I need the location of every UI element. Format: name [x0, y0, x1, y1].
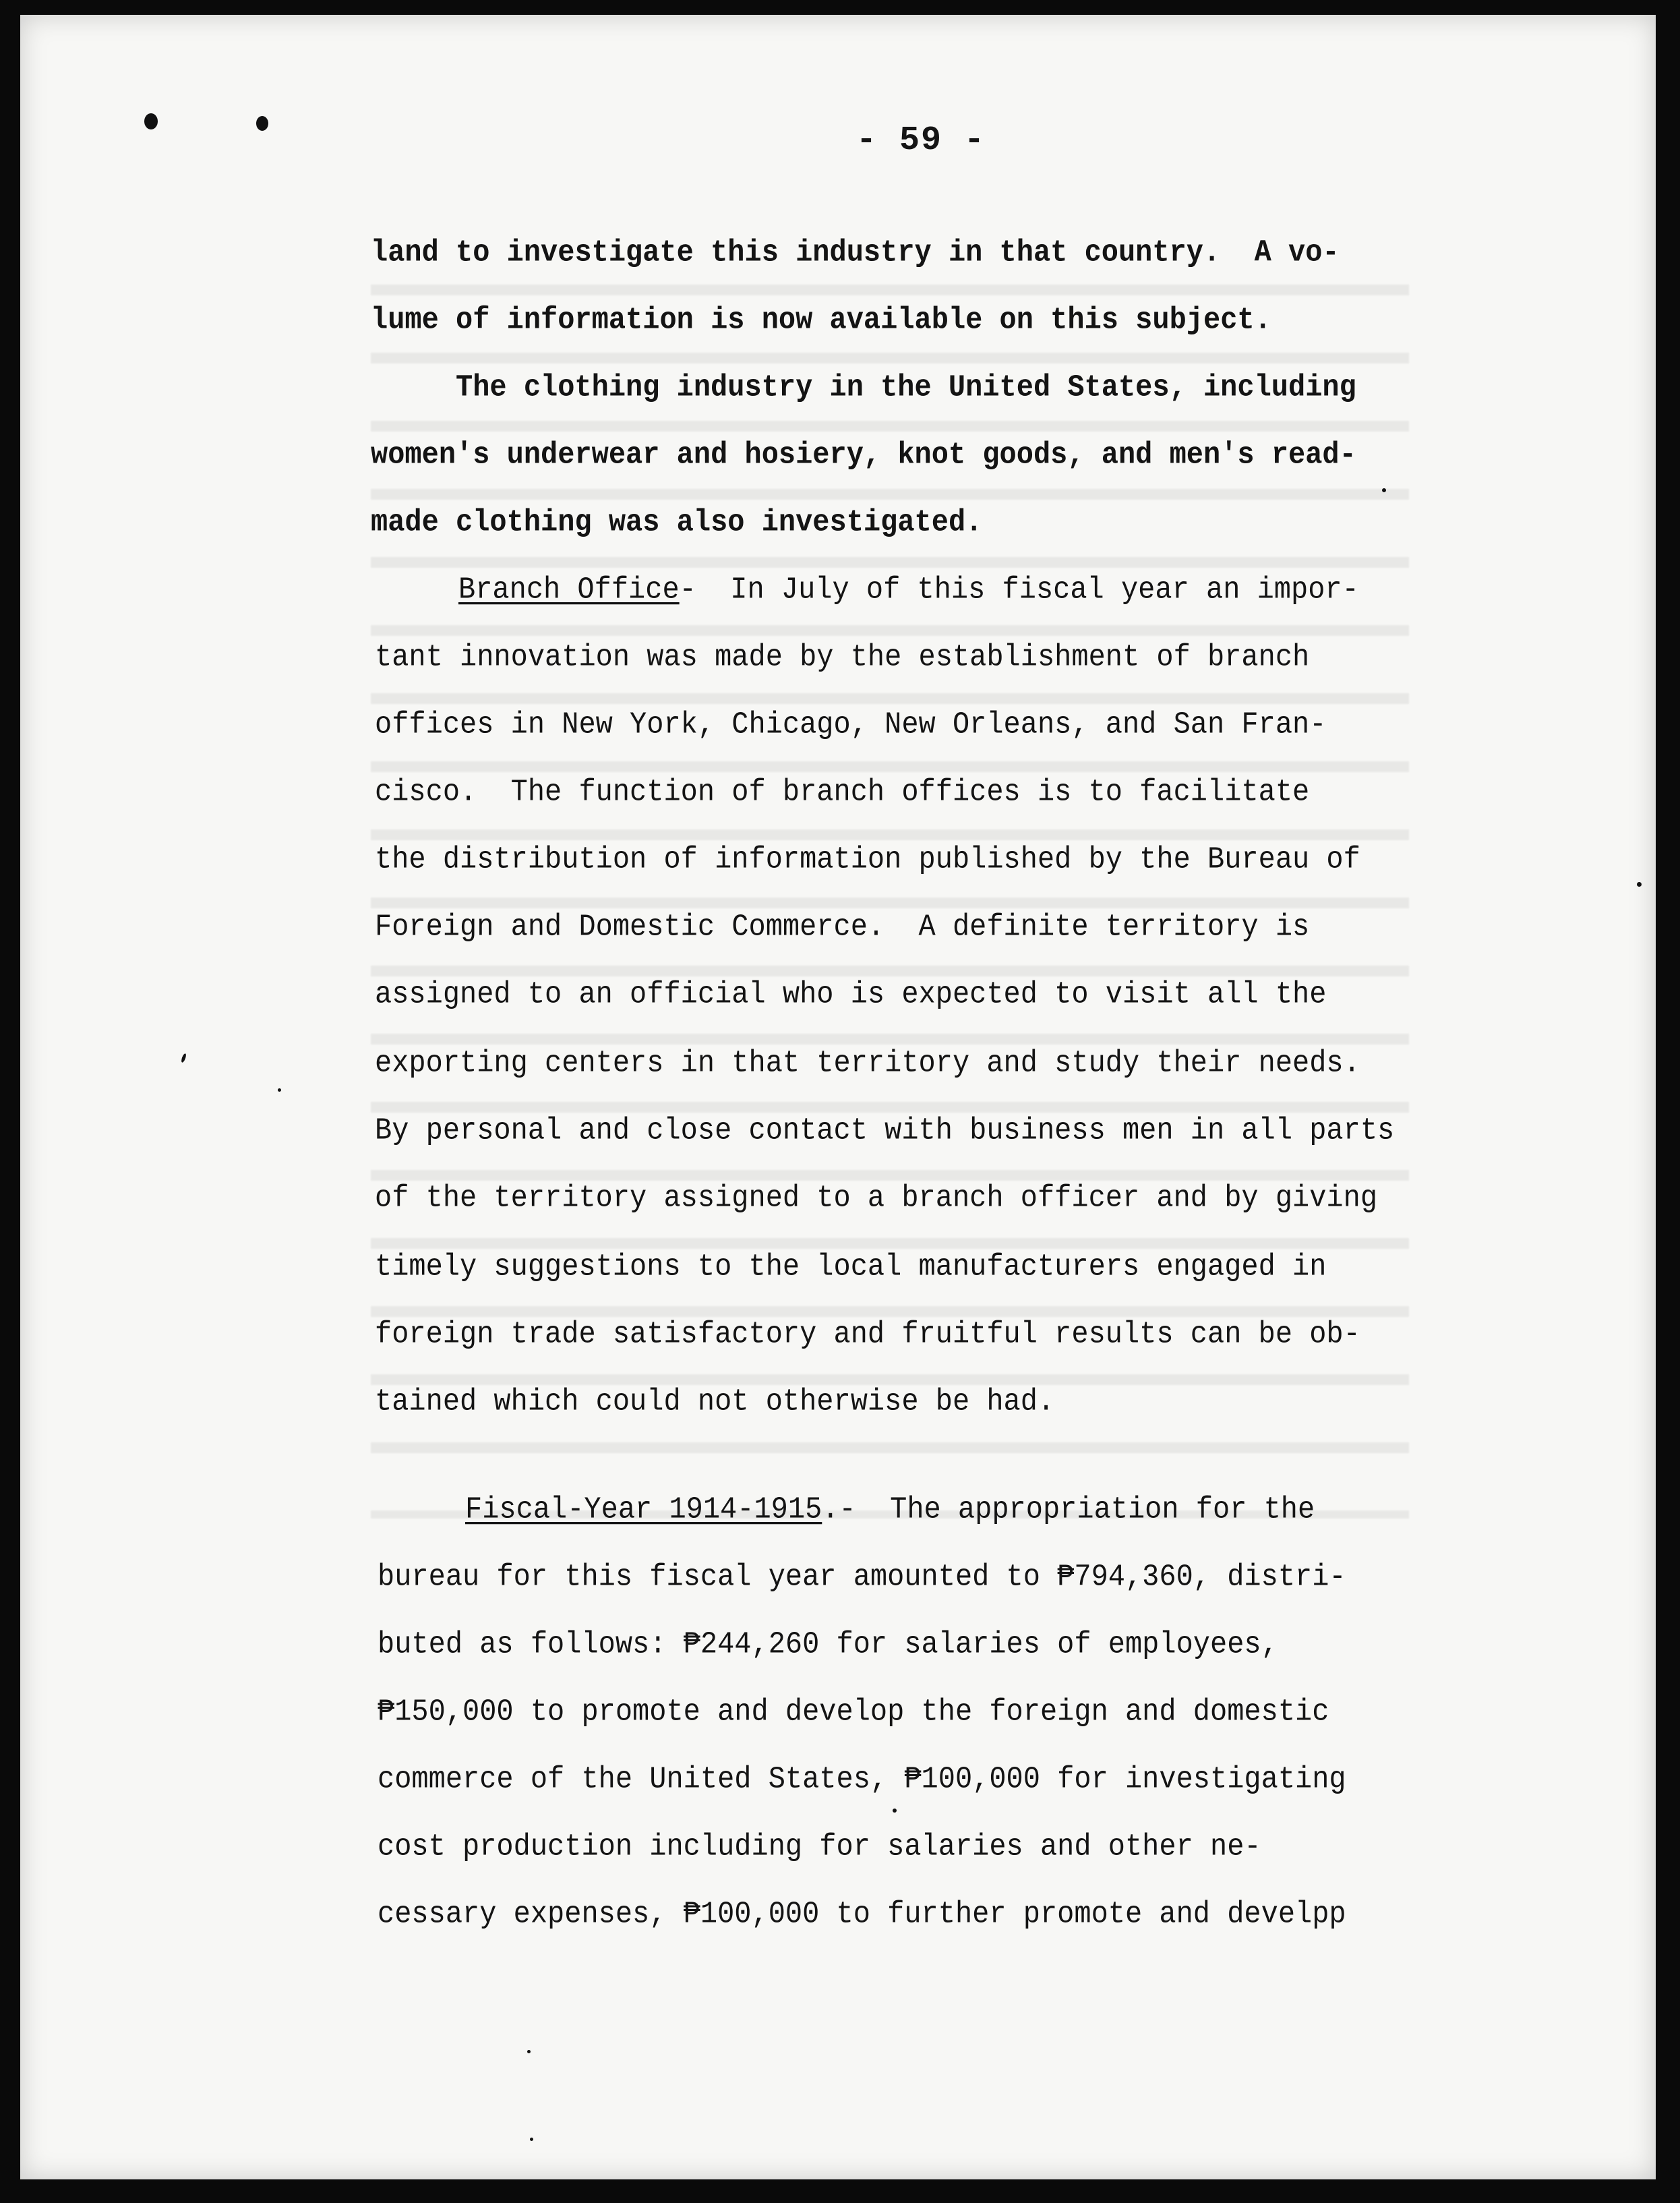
speck	[893, 1809, 897, 1813]
punch-hole-mark	[144, 113, 158, 129]
speck	[181, 1053, 187, 1063]
text-line: timely suggestions to the local manufacturers engaged in	[375, 1249, 1327, 1285]
section-lead-in: - In July of this fiscal year an impor-	[679, 572, 1359, 608]
text-line: cost production including for salaries and other ne-	[378, 1829, 1261, 1864]
text-line: The clothing industry in the United States, including	[456, 370, 1356, 405]
text-line: commerce of the United States, ₱100,000 for investigating	[378, 1761, 1346, 1797]
text-line: By personal and close contact with business men in all parts	[375, 1113, 1395, 1148]
section-heading-branch-office: Branch Office	[458, 572, 680, 608]
page-number: - 59 -	[856, 121, 986, 160]
document-page	[20, 15, 1656, 2179]
text-line: the distribution of information published by the Bureau of	[375, 842, 1360, 877]
section-heading-fiscal-year: Fiscal-Year 1914-1915	[465, 1492, 822, 1527]
text-line: tant innovation was made by the establishment of branch	[375, 639, 1310, 675]
speck	[527, 2050, 531, 2053]
section-first-line	[458, 572, 1359, 608]
text-line: buted as follows: ₱244,260 for salaries of employees,	[378, 1626, 1278, 1662]
text-line: of the territory assigned to a branch officer and by giving	[375, 1180, 1378, 1216]
text-line: Foreign and Domestic Commerce. A definite territory is	[375, 909, 1310, 945]
text-line: made clothing was also investigated.	[371, 504, 983, 540]
text-line: women's underwear and hosiery, knot goods, and men's read-	[371, 437, 1356, 473]
text-line: exporting centers in that territory and study their needs.	[375, 1045, 1360, 1081]
text-line: tained which could not otherwise be had.	[375, 1384, 1055, 1419]
text-line: ₱150,000 to promote and develop the foreign and domestic	[378, 1694, 1329, 1730]
speck	[1637, 882, 1642, 887]
text-line: assigned to an official who is expected to visit all the	[375, 976, 1327, 1012]
text-line: cisco. The function of branch offices is to facilitate	[375, 774, 1310, 810]
speck	[530, 2138, 533, 2141]
text-line: offices in New York, Chicago, New Orleans, and San Fran-	[375, 707, 1327, 742]
text-line: foreign trade satisfactory and fruitful results can be ob-	[375, 1316, 1360, 1352]
text-line: bureau for this fiscal year amounted to ₱794,360, distri-	[378, 1559, 1346, 1595]
punch-hole-mark	[256, 116, 268, 131]
section-first-line	[465, 1494, 1315, 1525]
text-line: cessary expenses, ₱100,000 to further promote and develpp	[378, 1896, 1346, 1932]
text-line: land to investigate this industry in that country. A vo-	[371, 235, 1340, 270]
section-lead-in: .- The appropriation for the	[822, 1492, 1315, 1527]
speck	[278, 1088, 281, 1092]
speck	[1382, 488, 1386, 492]
text-line: lume of information is now available on this subject.	[371, 302, 1271, 338]
